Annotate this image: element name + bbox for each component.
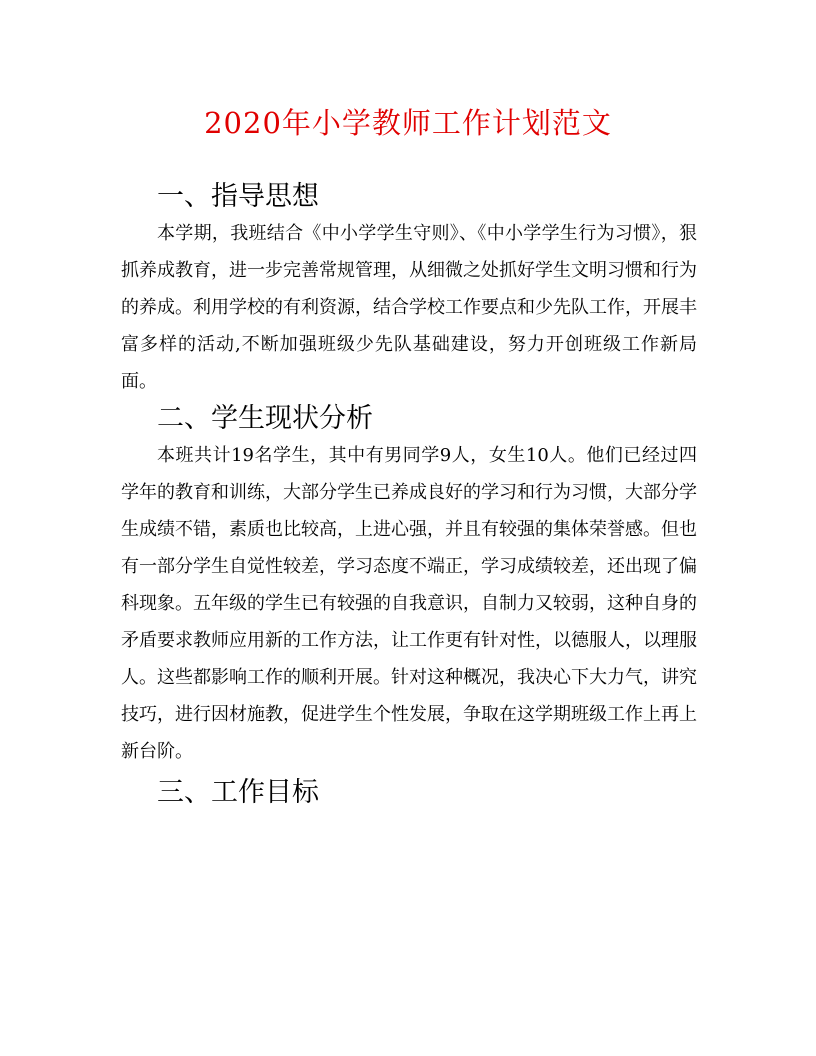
document-body (121, 178, 697, 811)
section-heading-student-analysis: 二、学生现状分析 (157, 403, 373, 434)
section-paragraph-guiding-ideology: 本学期，我班结合《中小学学生守则》、《中小学学生行为习惯》，狠抓养成教育，进一步完善常规管理，从细微之处抓好学生文明习惯和行为的养成。利用学校的有利资源，结合学校工作要点和少先队工作，开展丰富多样的活动,不断加强班级少先队基础建设，努力开创班级工作新局面。 (121, 223, 697, 392)
section-paragraph-student-analysis: 本班共计19名学生，其中有男同学9人，女生10人。他们已经过四学年的教育和训练，大部分学生已养成良好的学习和行为习惯，大部分学生成绩不错，素质也比较高，上进心强，并且有较强的集体荣誉感。但也有一部分学生自觉性较差，学习态度不端正，学习成绩较差，还出现了偏科现象。五年级的学生已有较强的自我意识，自制力又较弱，这种自身的矛盾要求教师应用新的工作方法，让工作更有针对性，以德服人，以理服人。这些都影响工作的顺利开展。针对这种概况，我决心下大力气，讲究技巧，进行因材施教，促进学生个性发展，争取在这学期班级工作上再上新台阶。 (121, 445, 697, 762)
document-title: 2020年小学教师工作计划范文 (204, 106, 612, 140)
section-heading-work-goals: 三、工作目标 (157, 777, 319, 808)
section-heading-guiding-ideology: 一、指导思想 (157, 181, 319, 212)
